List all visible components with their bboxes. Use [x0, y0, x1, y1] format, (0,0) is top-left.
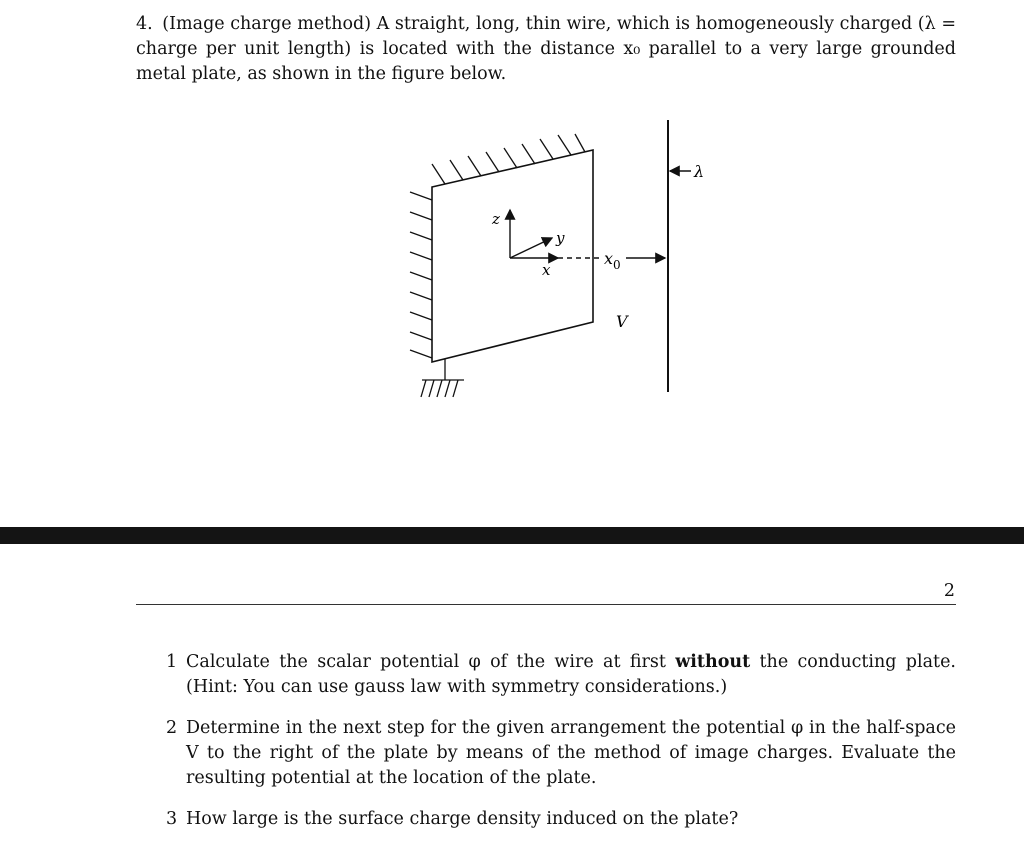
x-label: x: [542, 261, 551, 279]
problem-text: (Image charge method) A straight, long, thin wire, which is homogeneously charged (λ = charge per unit length) is located with the distance x₀ parallel to a very large grounded metal plate, as shown in the figure below.: [136, 14, 956, 84]
question-text: Calculate the scalar potential φ of the wire at first: [186, 652, 676, 672]
x0-label: $x_0$: [604, 249, 621, 272]
lambda-label: λ: [694, 162, 705, 181]
question-emphasis: without: [675, 652, 751, 672]
problem-number: 4.: [136, 14, 153, 34]
question-item: [166, 716, 956, 791]
y-label: y: [556, 229, 565, 247]
halfspace-V-label: V: [616, 312, 628, 331]
z-label: z: [492, 210, 500, 228]
question-text: Determine in the next step for the given arrangement the potential φ in the half-space V to the right of the plate by means of the method of image charges. Evaluate the resulting potential at the location of the plate.: [186, 718, 956, 788]
question-list: [166, 650, 956, 848]
plate-hatching-top: [432, 134, 585, 184]
header-rule: [136, 604, 956, 605]
question-item: [166, 807, 956, 832]
page-divider-bar: [0, 527, 1024, 544]
question-text-continued: the conducting plate. (Hint: You can use gauss law with symmetry considerations.): [186, 652, 956, 697]
problem-statement: [136, 12, 956, 87]
y-axis: [510, 238, 552, 258]
page-number: 2: [943, 581, 955, 601]
plate-hatching-left: [410, 192, 432, 358]
question-number: 2: [166, 718, 178, 738]
metal-plate: [432, 150, 593, 362]
question-item: [166, 650, 956, 700]
ground-symbol: [421, 359, 464, 397]
plate-wire-figure: [400, 112, 720, 412]
question-number: 1: [166, 652, 178, 672]
question-number: 3: [166, 809, 178, 829]
question-text: How large is the surface charge density induced on the plate?: [186, 809, 739, 829]
